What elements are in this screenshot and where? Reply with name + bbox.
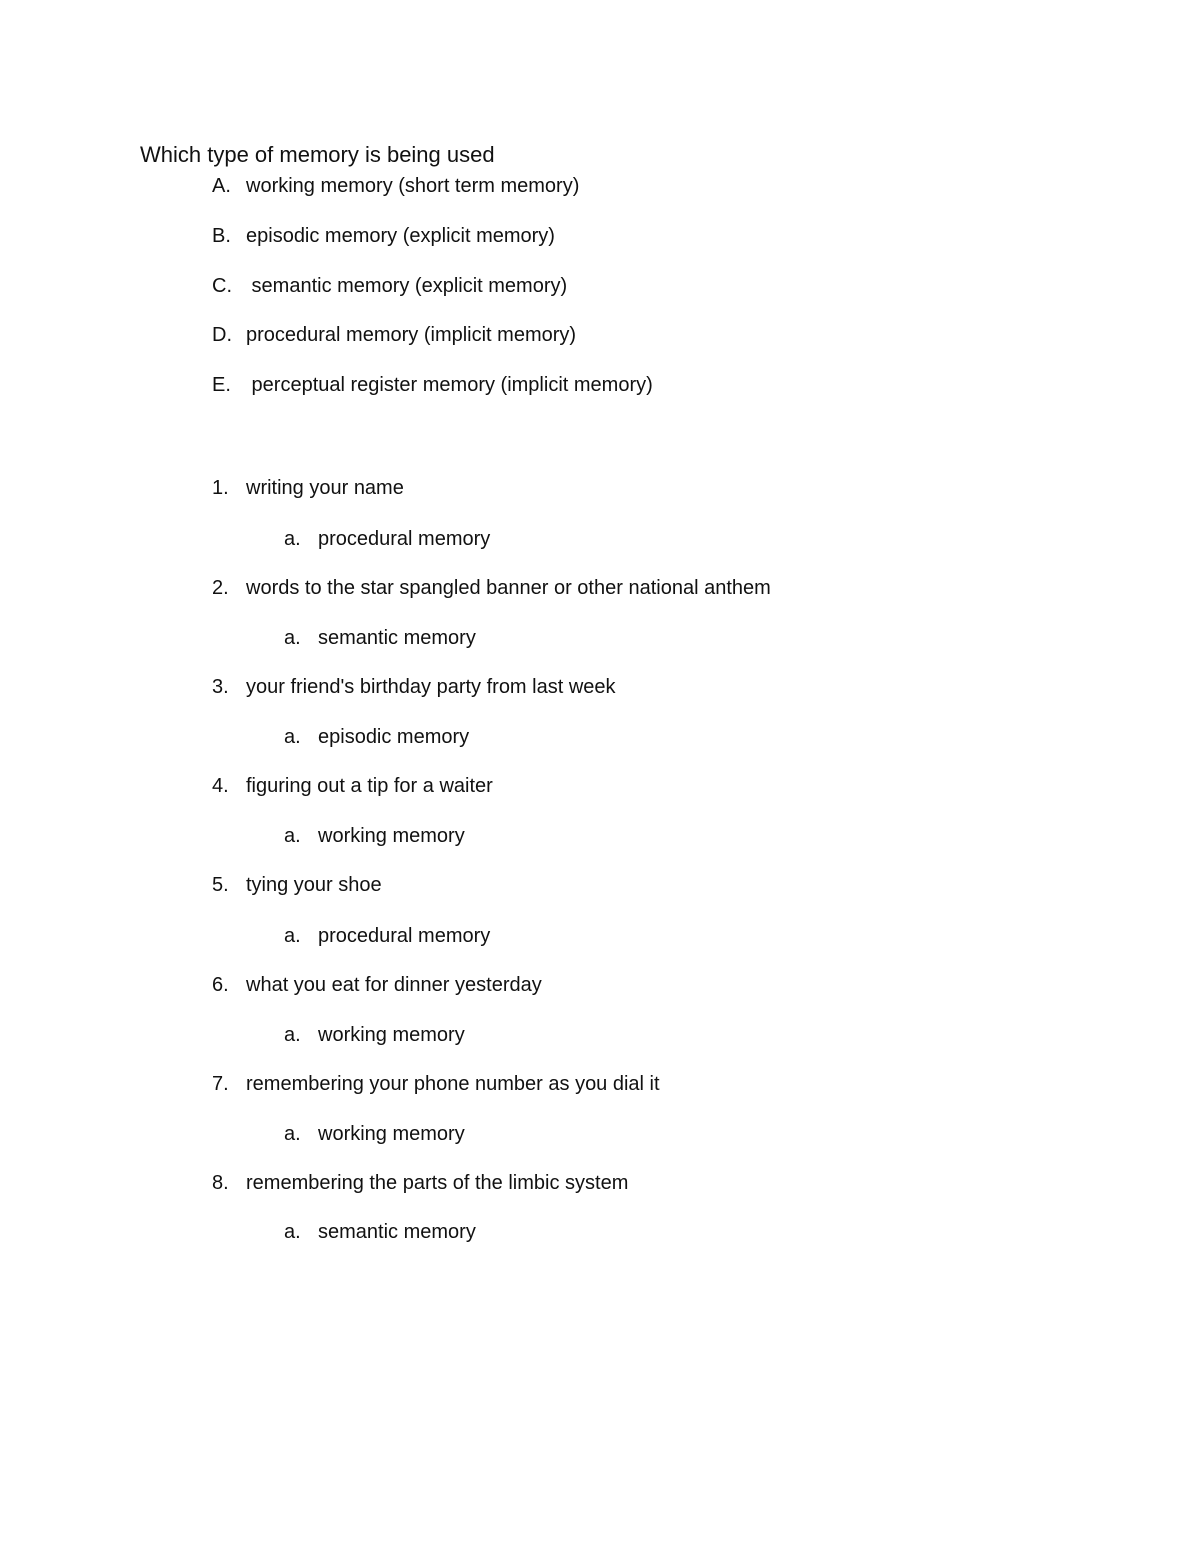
option-marker: B. xyxy=(212,225,231,247)
option-marker: A. xyxy=(212,175,231,197)
question-text: remembering the parts of the limbic system xyxy=(246,1172,629,1194)
option-text: perceptual register memory (implicit memory) xyxy=(246,374,653,396)
answer-marker: a. xyxy=(284,726,301,748)
answer-marker: a. xyxy=(284,528,301,550)
option-text: episodic memory (explicit memory) xyxy=(246,225,555,247)
answer-text: working memory xyxy=(318,1024,465,1046)
answer-text: procedural memory xyxy=(318,528,491,550)
option-marker: C. xyxy=(212,275,232,297)
option-a xyxy=(212,176,579,196)
question-6 xyxy=(212,975,542,995)
question-marker: 6. xyxy=(212,974,229,996)
answer-text: working memory xyxy=(318,825,465,847)
option-marker: D. xyxy=(212,324,232,346)
question-1 xyxy=(212,478,404,498)
option-c xyxy=(212,276,567,296)
answer-text: semantic memory xyxy=(318,1221,476,1243)
answer-marker: a. xyxy=(284,1024,301,1046)
question-text: what you eat for dinner yesterday xyxy=(246,974,542,996)
answer-3 xyxy=(284,727,469,747)
question-3 xyxy=(212,677,616,697)
question-marker: 4. xyxy=(212,775,229,797)
question-text: figuring out a tip for a waiter xyxy=(246,775,493,797)
answer-2 xyxy=(284,628,476,648)
option-d xyxy=(212,325,576,345)
answer-marker: a. xyxy=(284,825,301,847)
answer-1 xyxy=(284,529,490,549)
question-text: words to the star spangled banner or other national anthem xyxy=(246,577,771,599)
question-4 xyxy=(212,776,493,796)
option-text: working memory (short term memory) xyxy=(246,175,580,197)
question-text: your friend's birthday party from last week xyxy=(246,676,616,698)
answer-5 xyxy=(284,926,490,946)
question-text: remembering your phone number as you dial it xyxy=(246,1073,660,1095)
option-marker: E. xyxy=(212,374,231,396)
question-marker: 3. xyxy=(212,676,229,698)
question-marker: 2. xyxy=(212,577,229,599)
answer-7 xyxy=(284,1124,465,1144)
answer-8 xyxy=(284,1222,476,1242)
document-title: Which type of memory is being used xyxy=(140,142,495,167)
answer-text: episodic memory xyxy=(318,726,470,748)
answer-text: procedural memory xyxy=(318,925,491,947)
question-marker: 5. xyxy=(212,874,229,896)
question-marker: 1. xyxy=(212,477,229,499)
question-8 xyxy=(212,1173,628,1193)
question-text: tying your shoe xyxy=(246,874,382,896)
answer-marker: a. xyxy=(284,1123,301,1145)
option-b xyxy=(212,226,555,246)
answer-marker: a. xyxy=(284,925,301,947)
question-marker: 7. xyxy=(212,1073,229,1095)
question-text: writing your name xyxy=(246,477,404,499)
option-text: procedural memory (implicit memory) xyxy=(246,324,577,346)
answer-6 xyxy=(284,1025,465,1045)
option-e xyxy=(212,375,653,395)
answer-4 xyxy=(284,826,465,846)
question-marker: 8. xyxy=(212,1172,229,1194)
answer-text: semantic memory xyxy=(318,627,476,649)
question-2 xyxy=(212,578,771,598)
option-text: semantic memory (explicit memory) xyxy=(246,275,568,297)
question-7 xyxy=(212,1074,660,1094)
answer-marker: a. xyxy=(284,627,301,649)
question-5 xyxy=(212,875,382,895)
answer-text: working memory xyxy=(318,1123,465,1145)
answer-marker: a. xyxy=(284,1221,301,1243)
